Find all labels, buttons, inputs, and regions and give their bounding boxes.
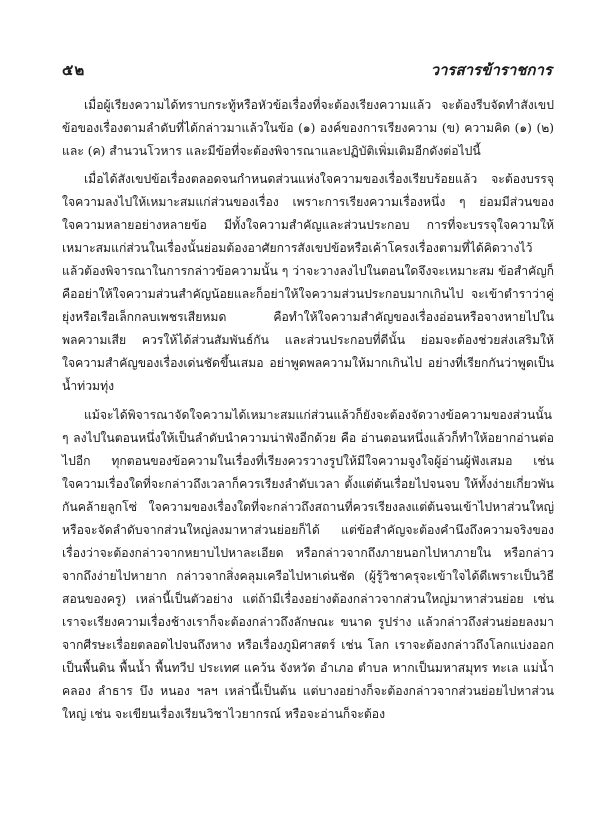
paragraph-3: แม้จะได้พิจารณาจัดใจความได้เหมาะสมแก่ส่วนแล้วก็ยังจะต้องจัดวางข้อความของส่วนนั้น ๆ ลงไปในตอนหนึ่งให้เป็นลำดับนำความน่าฟังอีกด้วย คือ อ่านตอนหนึ่งแล้วก็ทำให้อยากอ่านต่อไปอีก ทุกตอนของข้อความในเรื่องที่เรียงควรวางรูปให้มีใจความจูงใจผู้อ่านผู้ฟังเสมอ เช่น ใจความเรื่องใดที่จะกล่าวถึงเวลาก็ควรเรียงลำดับเวลา ตั้งแต่ต้นเรื่อยไปจนจบ ให้ทั้งง่ายเกี่ยวพันกันคล้ายลูกโซ่ ใจความของเรื่องใดที่จะกล่าวถึงสถานที่ควรเรียงลงแต่ต้นจนเข้าไปหาส่วนใหญ่หรือจะจัดลำดับจากส่วนใหญ่ลงมาหาส่วนย่อยก็ได้ แต่ข้อสำคัญจะต้องคำนึงถึงความจริงของเรื่องว่าจะต้องกล่าวจากหยาบไปหาละเอียด หรือกล่าวจากถึงภายนอกไปหาภายใน หรือกล่าวจากถึงง่ายไปหายาก กล่าวจากสิ่งคลุมเครือไปหาเด่นชัด (ผู้รู้วิชาครุจะเข้าใจได้ดีเพราะเป็นวิธีสอนของครู) เหล่านี้เป็นตัวอย่าง แต่ถ้ามีเรื่องอย่างต้องกล่าวจากส่วนใหญ่มาหาส่วนย่อย เช่น เราจะเรียงความเรื่องช้างเราก็จะต้องกล่าวถึงลักษณะ ขนาด รูปร่าง แล้วกล่าวถึงส่วนย่อยลงมาจากศีรษะเรื่อยตลอดไปจนถึงหาง หรือเรื่องภูมิศาสตร์ เช่น โลก เราจะต้องกล่าวถึงโลกแบ่งออกเป็นพื้นดิน พื้นน้ำ พื้นทวีป ประเทศ แคว้น จังหวัด อำเภอ ตำบล หากเป็นมหาสมุทร ทะเล แม่น้ำ คลอง ลำธาร บึง หนอง ฯลฯ เหล่านี้เป็นต้น แต่บางอย่างก็จะต้องกล่าวจากส่วนย่อยไปหาส่วนใหญ่ เช่น จะเขียนเรื่องเรียนวิชาไวยากรณ์ หรือจะอ่านก็จะต้อง [62,408,554,721]
body-text [62,94,554,732]
running-head: วารสารข้าราชการ [430,61,552,79]
page-number: ๕๒ [62,61,86,79]
paragraph-1: เมื่อผู้เรียงความได้ทราบกระทู้หรือหัวข้อเรื่องที่จะต้องเรียงความแล้ว จะต้องรีบจัดทำสังเขปข้อของเรื่องตามลำดับที่ได้กล่าวมาแล้วในข้อ (๑) องค์ของการเรียงความ (ข) ความคิด (๑) (๒) และ (ค) สำนวนโวหาร และมีข้อที่จะต้องพิจารณาและปฏิบัติเพิ่มเติมอีกดังต่อไปนี้ [62,98,554,158]
paragraph-2: เมื่อได้สังเขปข้อเรื่องตลอดจนกำหนดส่วนแห่งใจความของเรื่องเรียบร้อยแล้ว จะต้องบรรจุใจความลงไปให้เหมาะสมแก่ส่วนของเรื่อง เพราะการเรียงความเรื่องหนึ่ง ๆ ย่อมมีส่วนของใจความหลายอย่างหลายข้อ มีทั้งใจความสำคัญและส่วนประกอบ การที่จะบรรจุใจความให้เหมาะสมแก่ส่วนในเรื่องนั้นย่อมต้องอาศัยการสังเขปข้อหรือเค้าโครงเรื่องตามที่ได้คิดวางไว้แล้วต้องพิจารณาในการกล่าวข้อความนั้น ๆ ว่าจะวางลงไปในตอนใดจึงจะเหมาะสม ข้อสำคัญก็คืออย่าให้ใจความส่วนสำคัญน้อยและก็อย่าให้ใจความส่วนประกอบมากเกินไป จะเข้าตำราว่าคู่ยุ่งหรือเรือเล็กกลบเพชรเสียหมด คือทำให้ใจความสำคัญของเรื่องอ่อนหรือจางหายไปในพลความเสีย ควรให้ได้ส่วนสัมพันธ์กัน และส่วนประกอบที่ดีนั้น ย่อมจะต้องช่วยส่งเสริมให้ใจความสำคัญของเรื่องเด่นชัดขึ้นเสมอ อย่าพูดพลความให้มากเกินไป อย่างที่เรียกกันว่าพูดเป็นน้ำท่วมทุ่ง [62,172,554,393]
